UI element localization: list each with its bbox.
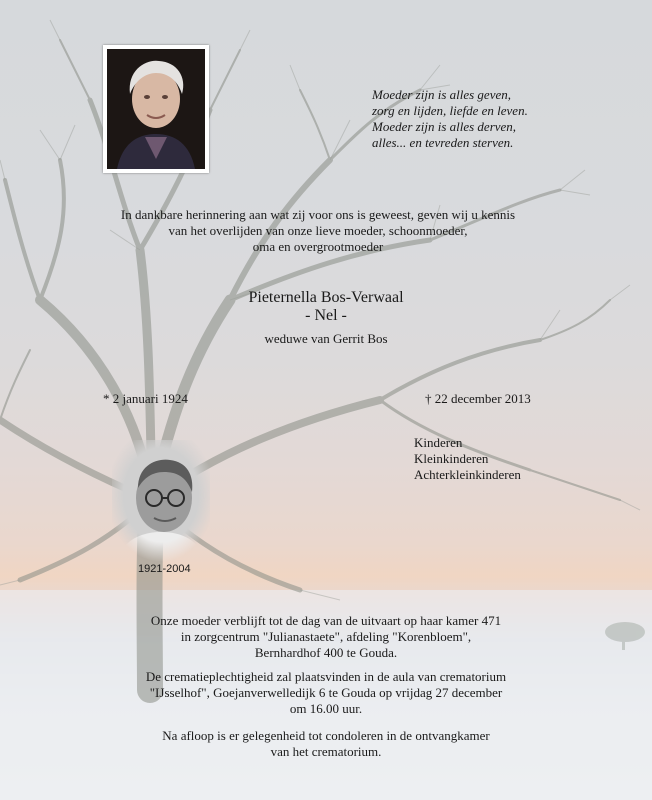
intro-text — [88, 207, 548, 255]
birth-date: * 2 januari 1924 — [103, 391, 188, 406]
family-line: Achterkleinkinderen — [414, 467, 521, 482]
poem-line: zorg en lijden, liefde en leven. — [372, 103, 528, 118]
poem-line: alles... en tevreden sterven. — [372, 135, 514, 150]
notice-line: in zorgcentrum "Julianastaete", afdeling "Korenbloem", — [180, 629, 472, 644]
family-list — [414, 435, 521, 483]
poem-line: Moeder zijn is alles derven, — [372, 119, 517, 134]
family-line: Kleinkinderen — [414, 451, 489, 466]
intro-line: van het overlijden van onze lieve moeder, schoonmoeder, — [168, 223, 468, 238]
intro-line: oma en overgrootmoeder — [252, 239, 384, 254]
cremation-notice — [80, 669, 572, 717]
notice-line: Onze moeder verblijft tot de dag van de uitvaart op haar kamer 471 — [150, 613, 502, 628]
mother-photo — [103, 45, 209, 173]
condolence-notice — [80, 728, 572, 760]
father-years: 1921-2004 — [138, 563, 191, 575]
poem — [372, 87, 528, 151]
deceased-name: Pieternella Bos-Verwaal — [248, 289, 404, 306]
poem-line: Moeder zijn is alles geven, — [372, 87, 511, 102]
notice-line: De crematieplechtigheid zal plaatsvinden in de aula van crematorium — [145, 669, 507, 684]
notice-line: "IJsselhof", Goejanverwelledijk 6 te Gouda op vrijdag 27 december — [149, 685, 503, 700]
family-line: Kinderen — [414, 435, 463, 450]
deceased-nickname: - Nel - — [305, 307, 347, 324]
widow-of: weduwe van Gerrit Bos — [264, 331, 388, 346]
notice-line: Na afloop is er gelegenheid tot condoleren in de ontvangkamer — [162, 728, 490, 743]
intro-line: In dankbare herinnering aan wat zij voor ons is geweest, geven wij u kennis — [120, 207, 516, 222]
notice-line: Bernhardhof 400 te Gouda. — [254, 645, 398, 660]
notice-line: van het crematorium. — [270, 744, 382, 759]
stay-notice — [80, 613, 572, 661]
notice-line: om 16.00 uur. — [289, 701, 363, 716]
father-photo — [112, 440, 210, 562]
death-date: † 22 december 2013 — [425, 391, 531, 406]
